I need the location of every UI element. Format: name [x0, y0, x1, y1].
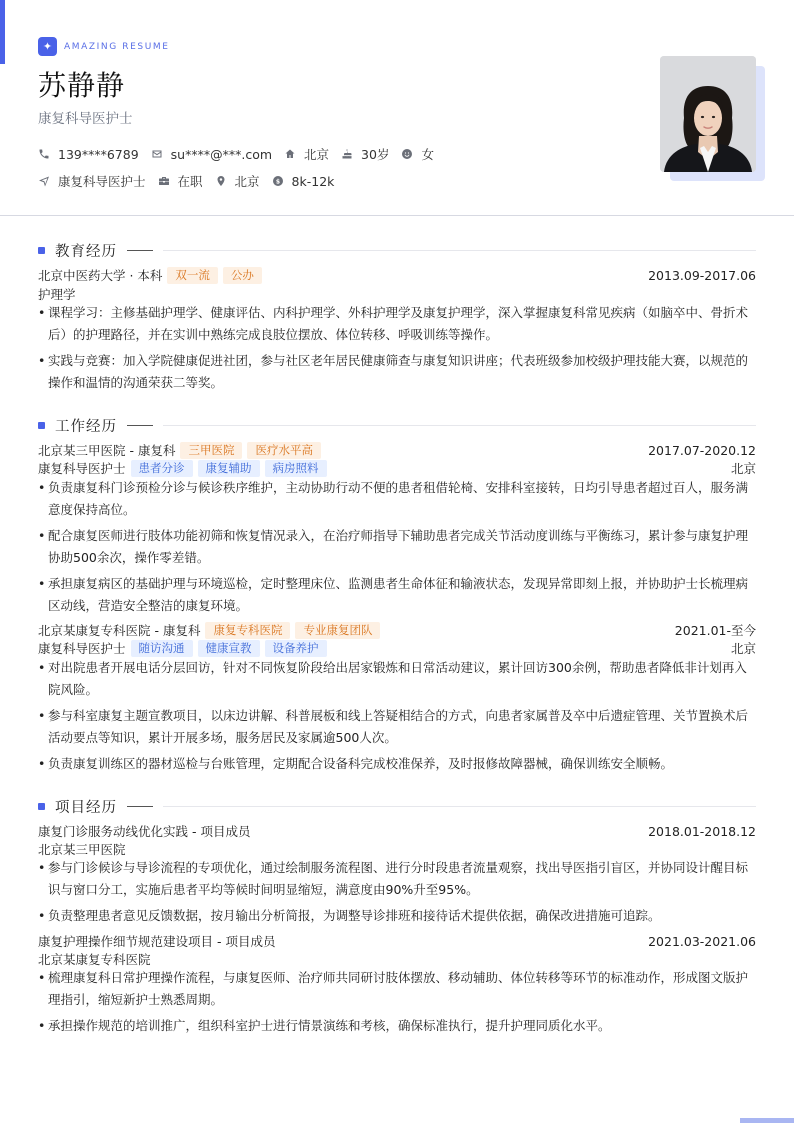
- email-item: [151, 147, 272, 162]
- candidate-title: 康复科导医护士: [38, 111, 133, 127]
- employer-tag: 专业康复团队: [295, 622, 380, 639]
- employer-name: 北京某康复专科医院 - 康复科: [38, 623, 201, 638]
- skill-tag: 健康宣教: [198, 640, 260, 657]
- gender-item: [401, 145, 434, 163]
- project-entry-header: [38, 822, 756, 840]
- section-rule: [163, 425, 756, 426]
- role-title: 康复科导医护士: [38, 641, 126, 656]
- target-city-item: [215, 172, 260, 190]
- section-rule: [163, 250, 756, 251]
- list-item: • 参与门诊候诊与导诊流程的专项优化，通过绘制服务流程图、进行分时段患者流量观察，找出导医指引盲区，并协同设计醒目标识与窗口分工，实施后患者平均等候时间明显缩短，满意度由90%升至95%。: [38, 860, 749, 897]
- age-item: [341, 145, 389, 163]
- salary-value: 8k-12k: [291, 173, 335, 189]
- list-item: • 梳理康复科日常护理操作流程，与康复医师、治疗师共同研讨肢体摆放、移动辅助、体位转移等环节的标准动作，形成图文版护理指引，缩短新护士熟悉周期。: [38, 970, 749, 1007]
- work-city: 北京: [730, 641, 756, 656]
- education-date: 2013.09-2017.06: [648, 267, 756, 283]
- school-name: 北京中医药大学 · 本科: [38, 268, 163, 283]
- list-item: • 承担康复病区的基础护理与环境巡检，定时整理床位、监测患者生命体征和输液状态，发现异常即刻上报，并协助护士长梳理病区动线，营造安全整洁的康复环境。: [38, 576, 749, 613]
- project-org: 北京某三甲医院: [38, 842, 126, 857]
- target-city-value: 北京: [234, 174, 260, 189]
- brand: [38, 37, 170, 56]
- role-title: 康复科导医护士: [38, 461, 126, 476]
- status-item: [158, 172, 203, 190]
- project-entry-header: [38, 932, 756, 950]
- brand-text: AMAZING RESUME: [64, 41, 170, 52]
- work-date: 2021.01-至今: [674, 623, 756, 638]
- list-item: • 实践与竞赛：加入学院健康促进社团，参与社区老年居民健康筛查与康复知识讲座；代表班级参加校级护理技能大赛，以规范的操作和温情的沟通荣获二等奖。: [38, 353, 749, 390]
- bottom-accent-bar: [740, 1118, 794, 1123]
- mail-icon: [151, 148, 163, 160]
- target-position-item: [38, 172, 146, 190]
- phone-icon: [38, 148, 50, 160]
- list-item: • 承担操作规范的培训推广，组织科室护士进行情景演练和考核，确保标准执行，提升护理同质化水平。: [38, 1018, 611, 1033]
- employer-name: 北京某三甲医院 - 康复科: [38, 443, 176, 458]
- section-dash: [127, 806, 153, 807]
- skill-tag: 康复辅助: [198, 460, 260, 477]
- section-dash: [127, 250, 153, 251]
- major: 护理学: [38, 287, 76, 302]
- project-date: 2021.03-2021.06: [648, 933, 756, 949]
- candidate-name: 苏静静: [38, 69, 126, 102]
- money-icon: [272, 175, 284, 187]
- section-title: 工作经历: [55, 419, 117, 435]
- section-title: 教育经历: [55, 244, 117, 260]
- home-icon: [284, 148, 296, 160]
- employer-tag: 医疗水平高: [247, 442, 321, 459]
- smile-icon: [401, 148, 413, 160]
- gender-value: 女: [421, 147, 434, 162]
- phone-value: 139****6789: [58, 146, 139, 162]
- project-name: 康复护理操作细节规范建设项目 - 项目成员: [38, 934, 276, 949]
- location-pin-icon: [215, 175, 227, 187]
- svg-text:$: $: [275, 178, 280, 186]
- employer-tag: 三甲医院: [180, 442, 242, 459]
- work-city: 北京: [730, 461, 756, 476]
- skill-tag: 病房照料: [265, 460, 327, 477]
- status-value: 在职: [177, 174, 203, 189]
- section-rule: [163, 806, 756, 807]
- education-section-header: [38, 240, 756, 261]
- project-date: 2018.01-2018.12: [648, 823, 756, 839]
- list-item: • 参与科室康复主题宣教项目，以床边讲解、科普展板和线上答疑相结合的方式，向患者家属普及卒中后遗症管理、关节置换术后活动要点等知识，累计开展多场，服务居民及家属逾500人次。: [38, 708, 749, 745]
- section-title: 项目经历: [55, 800, 117, 816]
- list-item: • 负责康复科门诊预检分诊与候诊秩序维护，主动协助行动不便的患者租借轮椅、安排科室接转，日均引导患者超过百人，服务满意度保持高位。: [38, 480, 749, 517]
- school-tag: 公办: [223, 267, 262, 284]
- education-entry-header: [38, 266, 756, 284]
- briefcase-icon: [158, 175, 170, 187]
- profile-photo: [660, 56, 756, 172]
- projects-section-header: [38, 796, 756, 817]
- contact-row: [38, 145, 446, 163]
- location-value: 北京: [304, 147, 330, 162]
- email-value: su****@***.com: [170, 146, 273, 162]
- list-item: • 配合康复医师进行肢体功能初筛和恢复情况录入，在治疗师指导下辅助患者完成关节活动度训练与平衡练习，累计参与康复护理协助500余次，操作零差错。: [38, 528, 749, 565]
- phone-item: [38, 147, 139, 162]
- employer-tag: 康复专科医院: [205, 622, 290, 639]
- skill-tag: 患者分诊: [131, 460, 193, 477]
- cake-icon: [341, 148, 353, 160]
- send-icon: [38, 175, 50, 187]
- list-item: • 课程学习：主修基础护理学、健康评估、内科护理学、外科护理学及康复护理学，深入掌握康复科常见疾病（如脑卒中、骨折术后）的护理路径，并在实训中熟练完成良肢位摆放、体位转移、呼吸训练等操作。: [38, 305, 749, 342]
- age-value: 30岁: [361, 147, 390, 162]
- intent-row: [38, 172, 346, 190]
- work-entry-header: [38, 621, 756, 639]
- work-entry-header: [38, 441, 756, 459]
- skill-tag: 设备养护: [265, 640, 327, 657]
- skill-tag: 随访沟通: [131, 640, 193, 657]
- project-org: 北京某康复专科医院: [38, 952, 151, 967]
- resume-header: [0, 0, 794, 216]
- section-marker: [38, 803, 45, 810]
- work-section-header: [38, 415, 756, 436]
- location-item: [284, 145, 329, 163]
- list-item: • 负责康复训练区的器材巡检与台账管理，定期配合设备科完成校准保养，及时报修故障器械，确保训练安全顺畅。: [38, 756, 674, 771]
- list-item: • 对出院患者开展电话分层回访，针对不同恢复阶段给出居家锻炼和日常活动建议，累计回访300余例，帮助患者降低非计划再入院风险。: [38, 660, 747, 697]
- work-role-line: [38, 639, 756, 657]
- salary-item: [272, 174, 335, 189]
- work-date: 2017.07-2020.12: [648, 442, 756, 458]
- target-position-value: 康复科导医护士: [58, 174, 146, 189]
- sparkle-icon: ✦: [38, 37, 57, 56]
- work-role-line: [38, 459, 756, 477]
- section-marker: [38, 247, 45, 254]
- project-name: 康复门诊服务动线优化实践 - 项目成员: [38, 824, 251, 839]
- section-marker: [38, 422, 45, 429]
- list-item: • 负责整理患者意见反馈数据，按月输出分析简报，为调整导诊排班和接待话术提供依据，确保改进措施可追踪。: [38, 908, 661, 923]
- school-tag: 双一流: [167, 267, 218, 284]
- section-dash: [127, 425, 153, 426]
